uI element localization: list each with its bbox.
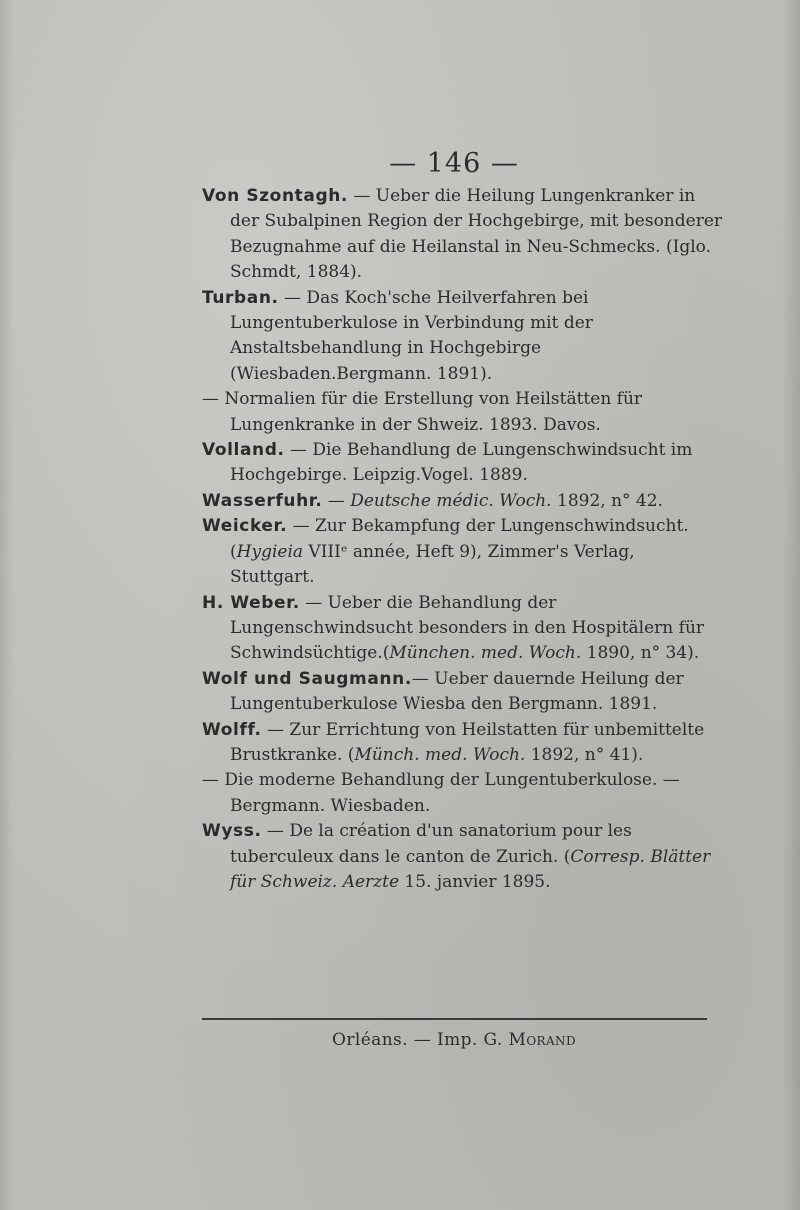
bibliography-list bbox=[202, 184, 722, 895]
entry-text: — De la création d'un sanatorium pour les tuberculeux dans le canton de Zurich. ( bbox=[230, 821, 632, 867]
bibliography-entry bbox=[202, 514, 722, 590]
bibliography-entry bbox=[202, 438, 722, 489]
printer-name: Morand bbox=[508, 1030, 576, 1050]
bibliography-entry bbox=[202, 184, 722, 286]
entry-journal: Deutsche médic. Woch. bbox=[350, 490, 552, 511]
printer-imprint bbox=[0, 1030, 800, 1050]
entry-text: VIIIᵉ année, Heft 9), Zimmer's Verlag, Stuttgart. bbox=[230, 541, 635, 588]
entry-text: — Das Koch'sche Heilverfahren bei Lungentuberkulose in Verbindung mit der Anstaltsbehandlung in Hochgebirge (Wiesbaden.Bergmann. 1891). bbox=[230, 287, 593, 384]
entry-text: — Ueber dauernde Heilung der Lungentuberkulose Wiesba den Bergmann. 1891. bbox=[230, 668, 684, 715]
entry-journal: Münch. med. Woch. bbox=[354, 744, 526, 765]
entry-text: — Ueber die Behandlung der Lungenschwindsucht besonders in den Hospitälern für Schwindsüchtige.( bbox=[230, 592, 705, 664]
bibliography-entry bbox=[202, 286, 722, 388]
entry-journal: Corresp. Blätter für Schweiz. Aerzte bbox=[230, 846, 711, 892]
entry-author: Wolff. bbox=[202, 719, 262, 740]
entry-text: 1892, n° 42. bbox=[551, 490, 663, 511]
entry-text: — Zur Errichtung von Heilstatten für unbemittelte Brustkranke. ( bbox=[230, 719, 705, 765]
entry-author: Von Szontagh. bbox=[202, 186, 348, 206]
entry-author: Volland. bbox=[202, 440, 285, 461]
entry-journal: Hygieia bbox=[236, 541, 304, 562]
entry-text: — Normalien für die Erstellung von Heilstätten für Lungenkranke in der Shweiz. 1893. Davos. bbox=[202, 389, 643, 435]
imprint-prefix: Orléans. — Imp. G. bbox=[332, 1030, 509, 1050]
page-number: — 146 — bbox=[389, 148, 519, 179]
entry-text: — Die moderne Behandlung der Lungentuberkulose. — Bergmann. Wiesbaden. bbox=[202, 770, 680, 816]
entry-author: Turban. bbox=[202, 287, 279, 308]
bibliography-entry bbox=[202, 768, 722, 819]
entry-text: 1892, n° 41). bbox=[525, 744, 644, 765]
entry-text: — Ueber die Heilung Lungenkranker in der Subalpinen Region der Hochgebirge, mit besonderer Bezugnahme auf die Heilanstal in Neu-Schmecks. (Iglo. Schmdt, 1884). bbox=[230, 186, 723, 283]
bibliography-entry bbox=[202, 387, 722, 438]
entry-author: Wyss. bbox=[202, 821, 262, 842]
bibliography-entry bbox=[202, 718, 722, 769]
entry-text: 1890, n° 34). bbox=[581, 643, 700, 664]
bibliography-entry bbox=[202, 591, 722, 667]
entry-text: — Zur Bekampfung der Lungenschwindsucht. ( bbox=[230, 516, 689, 562]
page-edge-shadow bbox=[0, 0, 14, 1210]
footer-rule bbox=[202, 1018, 707, 1020]
bibliography-entry bbox=[202, 489, 722, 514]
entry-text: 15. janvier 1895. bbox=[399, 871, 551, 892]
entry-text: — Die Behandlung de Lungenschwindsucht im Hochgebirge. Leipzig.Vogel. 1889. bbox=[230, 440, 693, 486]
bibliography-entry bbox=[202, 819, 722, 895]
entry-text: — bbox=[322, 490, 351, 511]
entry-author: H. Weber. bbox=[202, 592, 300, 613]
page-edge-shadow bbox=[782, 0, 800, 1210]
entry-author: Wolf und Saugmann. bbox=[202, 668, 412, 689]
bibliography-entry bbox=[202, 667, 722, 718]
entry-journal: München. med. Woch. bbox=[389, 643, 582, 664]
entry-author: Wasserfuhr. bbox=[202, 490, 323, 511]
entry-author: Weicker. bbox=[202, 516, 288, 537]
